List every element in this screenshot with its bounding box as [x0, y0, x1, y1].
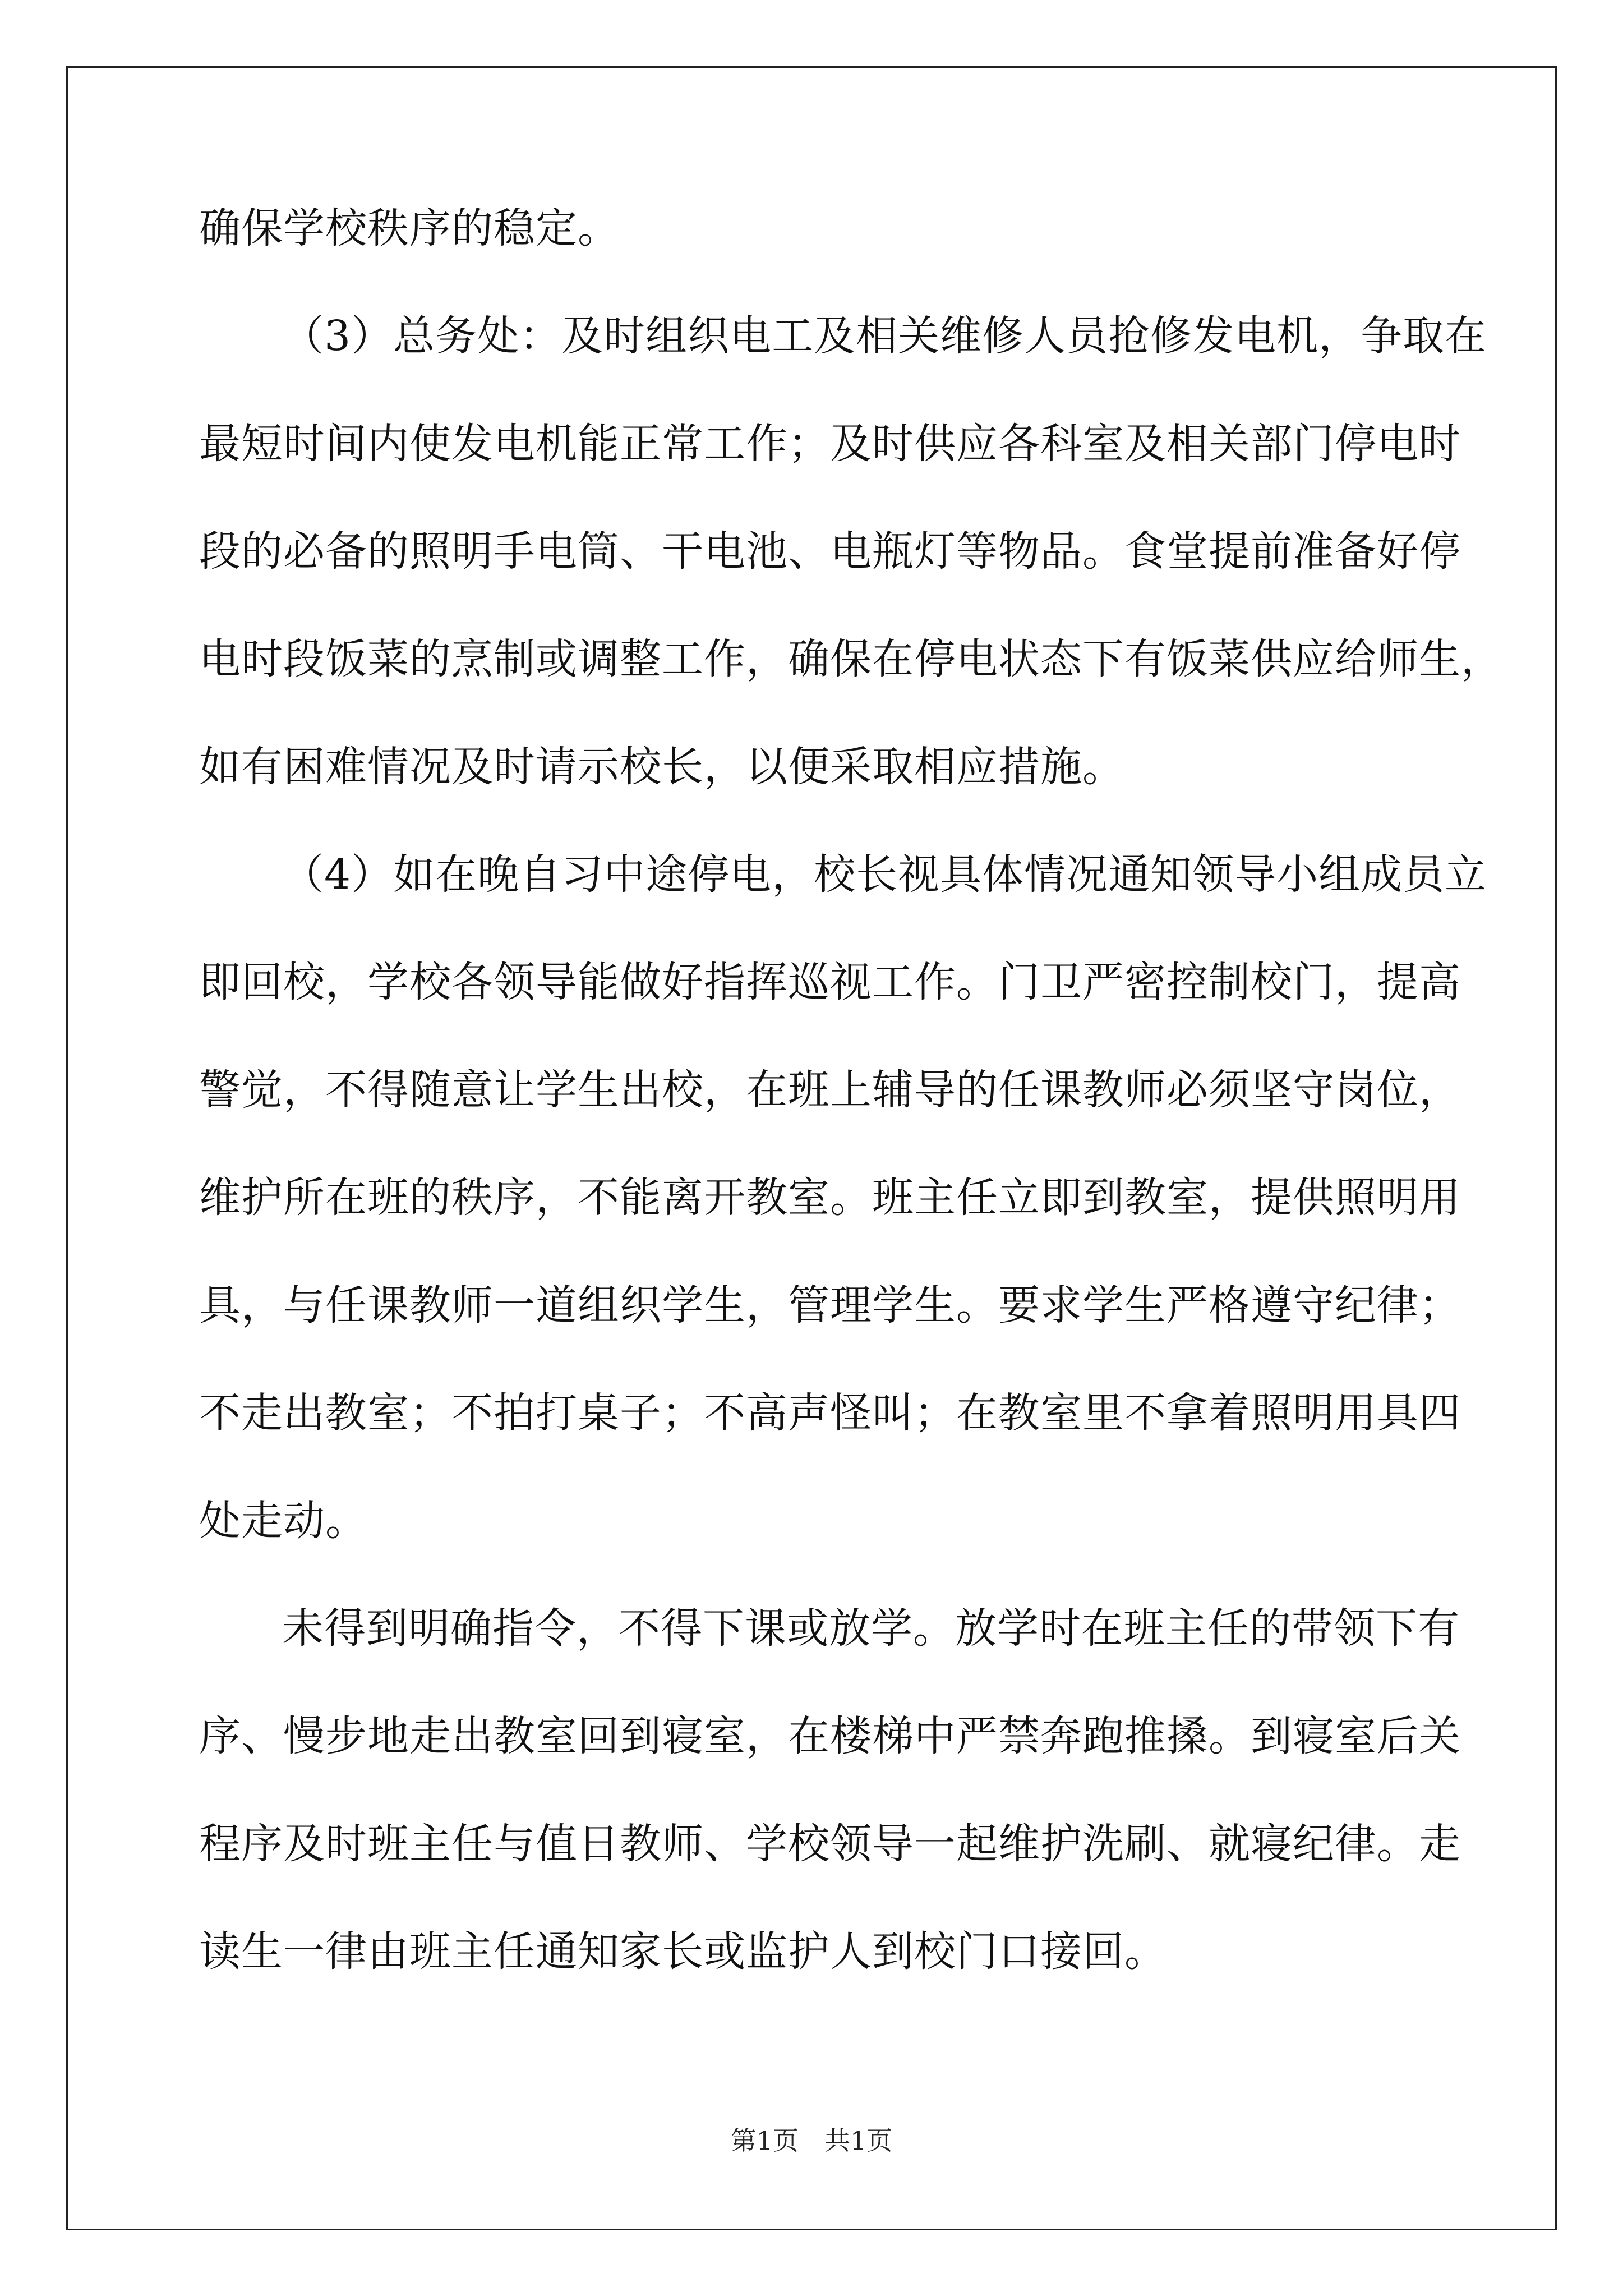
text-line: 警觉，不得随意让学生出校，在班上辅导的任课教师必须坚守岗位， — [199, 1066, 1461, 1114]
text-line: 段的必备的照明手电筒、干电池、电瓶灯等物品。食堂提前准备好停 — [199, 527, 1461, 576]
text-line: （3）总务处：及时组织电工及相关维修人员抢修发电机，争取在 — [282, 312, 1487, 360]
text-line: 如有困难情况及时请示校长，以便采取相应措施。 — [199, 743, 1124, 791]
text-line: 不走出教室；不拍打桌子；不高声怪叫；在教室里不拿着照明用具四 — [199, 1389, 1461, 1437]
text-line: 最短时间内使发电机能正常工作；及时供应各科室及相关部门停电时 — [199, 420, 1461, 468]
page-border — [66, 66, 1557, 2230]
text-line: 即回校，学校各领导能做好指挥巡视工作。门卫严密控制校门，提高 — [199, 958, 1461, 1006]
text-line: 具，与任课教师一道组织学生，管理学生。要求学生严格遵守纪律； — [199, 1281, 1461, 1329]
page-number-footer: 第1页 共1页 — [730, 2125, 893, 2156]
text-line: 序、慢步地走出教室回到寝室，在楼梯中严禁奔跑推搡。到寝室后关 — [199, 1712, 1461, 1760]
text-line: 维护所在班的秩序，不能离开教室。班主任立即到教室，提供照明用 — [199, 1174, 1461, 1222]
text-line: 处走动。 — [199, 1497, 367, 1545]
text-line: 未得到明确指令，不得下课或放学。放学时在班主任的带领下有 — [282, 1604, 1460, 1653]
text-line: （4）如在晚自习中途停电，校长视具体情况通知领导小组成员立 — [282, 850, 1487, 899]
text-line: 确保学校秩序的稳定。 — [199, 204, 620, 252]
text-line: 电时段饭菜的烹制或调整工作，确保在停电状态下有饭菜供应给师生， — [199, 635, 1503, 683]
text-line: 程序及时班主任与值日教师、学校领导一起维护洗刷、就寝纪律。走 — [199, 1820, 1461, 1868]
text-line: 读生一律由班主任通知家长或监护人到校门口接回。 — [199, 1927, 1166, 1976]
